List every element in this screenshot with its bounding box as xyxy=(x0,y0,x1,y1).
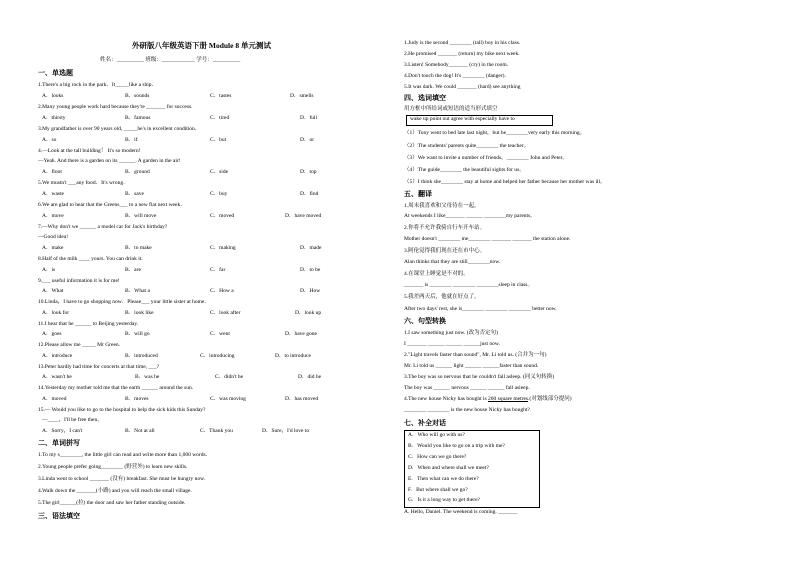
q4-option-b: B．ground xyxy=(125,169,150,175)
spelling-2: 2.Young people prefer going________ (野营外) to learn new skills. xyxy=(38,464,188,470)
dialog-option-e-text: Then what can we do there? xyxy=(416,476,479,482)
q8-option-b: B．are xyxy=(125,267,141,273)
q13-option-b: B．was he xyxy=(135,374,160,380)
q10-option-a: A．look for xyxy=(42,310,70,316)
grammar-2: 2.He promised _______ (return) my bike next week. xyxy=(404,51,520,57)
q1-option-c: C．tastes xyxy=(210,93,232,99)
translate-3-en: Alan thinks that they are still________now. xyxy=(404,259,501,265)
q3-option-d: D．or xyxy=(300,137,315,143)
convert-4-answer: ________ ________ is the new house Nicky has bought? xyxy=(404,407,530,413)
q6-option-c: C．moved xyxy=(210,213,235,219)
q5-option-c: C．buy xyxy=(210,191,228,197)
word-bank: wake up point out agree with especially have to xyxy=(410,116,515,122)
section-4-instruction: 用方框中所给词或短语的适当形式填空 xyxy=(404,106,498,112)
dialog-option-g-text: Is it a long way to get there? xyxy=(417,497,480,503)
q13-option-c: C．didn't he xyxy=(215,374,244,380)
section-7-title: 七、补全对话 xyxy=(404,420,446,427)
dialog-option-c-letter: C. xyxy=(408,454,414,460)
q14-option-c: C．was moving xyxy=(210,396,246,402)
spelling-4: 4.Walk down the _______(小路) and you will reach the small village. xyxy=(38,488,192,494)
q13-option-a: A．wasn't he xyxy=(42,374,72,380)
translate-4-en: _______ is ________ ________ ________sleep in class。 xyxy=(404,282,533,288)
q10-option-b: B．look like xyxy=(125,310,154,316)
q7-option-b: B．to make xyxy=(125,245,152,251)
grammar-3: 3.Listen! Somebody_______ (cry) in the room. xyxy=(404,62,509,68)
q10-option-d: D．look up xyxy=(295,310,322,316)
dialog-option-f-text: But where shall we go? xyxy=(416,487,468,493)
question-2: 2.Many young people work hard because they're _______ for success. xyxy=(38,104,193,110)
dialog-option-b xyxy=(408,443,505,450)
q11-option-b: B．will go xyxy=(125,331,150,337)
student-info-line: 姓名：__________ 班级：____________ 学号：__________ xyxy=(100,57,241,63)
question-9: 9.___ useful information it is for me! xyxy=(38,278,120,284)
q14-option-d: D．has moved xyxy=(285,396,319,402)
q11-option-d: D．have gone xyxy=(285,331,317,337)
convert-3-answer: The boy was ______ nervous ______ ______ fall asleep. xyxy=(404,385,530,391)
question-10: 10.Linda，I have to go shopping now．Please___ your little sister at home． xyxy=(38,299,210,305)
q14-option-a: A．moved xyxy=(42,396,67,402)
question-3: 3.My grandfather is over 90 years old, _____he's in excellent condition． xyxy=(38,126,201,132)
question-5: 5.We mustn't ___any food．It's wrong． xyxy=(38,180,129,186)
q7-option-c: C．making xyxy=(210,245,236,251)
q4-option-a: A．floor xyxy=(42,169,63,175)
section-1-title: 一、单选题 xyxy=(38,70,73,77)
dialog-option-d xyxy=(408,465,489,472)
fill-4: （4）The guide________ the beautiful sights for us。 xyxy=(404,167,525,173)
q3-option-b: B．if xyxy=(125,137,138,143)
translate-3-cn: 3.阿伦觉得我们现在还在市中心。 xyxy=(404,248,486,254)
dialog-option-b-text: Would you like to go on a trip with me? xyxy=(417,443,505,449)
question-1: 1.There's a big rock in the park．It_____like a ship． xyxy=(38,82,158,88)
grammar-1: 1.Judy is the second ________ (tall) boy in his class. xyxy=(404,40,521,46)
q11-option-c: C．went xyxy=(210,331,230,337)
q11-option-a: A．goes xyxy=(42,331,62,337)
q9-option-a: A．What xyxy=(42,288,64,294)
q2-option-c: C．tired xyxy=(210,115,230,121)
q2-option-b: B．famous xyxy=(125,115,151,121)
q6-option-b: B．will move xyxy=(125,213,157,219)
translate-5-cn: 5.我差两天后，他就在好点了。 xyxy=(404,294,480,300)
q14-option-b: B．moves xyxy=(125,396,149,402)
q3-option-a: A．so xyxy=(42,137,57,143)
spelling-3: 3.Linda went to school _______ (没有) breakfast. She must be hungry now. xyxy=(38,476,206,482)
q5-option-a: A．waste xyxy=(42,191,64,197)
translate-4-cn: 4.在课堂上睡觉是不对的。 xyxy=(404,271,469,277)
q9-option-b: B．What a xyxy=(125,288,150,294)
translate-2-en: Mother doesn't ________ me________ _______ _______ the station alone. xyxy=(404,236,571,242)
question-11: 11.I hear that he ______ to Beijing yesterday. xyxy=(38,321,139,327)
q1-option-a: A．looks xyxy=(42,93,64,99)
dialog-options-box xyxy=(404,430,540,508)
question-4-line2: —Yeah. And there is a garden on its ______. A garden in the air! xyxy=(38,158,181,164)
dialog-option-f xyxy=(408,487,468,494)
q15-option-c: C．Thank you xyxy=(200,428,233,434)
exam-title: 外研版八年级英语下册 Module 8 单元测试 xyxy=(132,41,271,50)
convert-2-answer: Mr. Li told us ______ light ______ ______faster than sound. xyxy=(404,363,539,369)
fill-1: （1）Tony went to bed late last night，but he________very early this morning。 xyxy=(404,130,586,136)
fill-5: （5）I think she________ stay at home and helped her father because her mother was ill。 xyxy=(404,179,606,185)
dialog-option-b-letter: B. xyxy=(408,443,414,449)
q4-option-c: C．side xyxy=(210,169,229,175)
q1-option-b: B．sounds xyxy=(125,93,150,99)
translate-1-cn: 1.周末我喜欢和父母待在一起。 xyxy=(404,203,480,209)
dialog-option-a xyxy=(408,432,465,439)
q3-option-c: C．but xyxy=(210,137,227,143)
fill-3: （3）We want to invite a number of friends，________ John and Peter。 xyxy=(404,155,568,161)
grammar-5: 5.It was dark. We could _______ (hard) see anything xyxy=(404,84,521,90)
convert-4-suffix: .(对划线部分提问) xyxy=(528,396,572,402)
q7-option-a: A．make xyxy=(42,245,64,251)
q15-option-b: B．Not at all xyxy=(125,428,155,434)
convert-4-prefix: 4.The new house Nicky has bought is xyxy=(404,396,487,402)
question-12: 12.Please allow me _____ Mr Green. xyxy=(38,342,121,348)
question-4: 4.—Look at the tall building！ It's so modern! xyxy=(38,148,141,154)
convert-1-answer: I _______ ______ ______ ______just now. xyxy=(404,341,500,347)
question-7: 7.—Why don't we ______ a model car for Jack's birthday? xyxy=(38,224,168,230)
convert-4-underlined: 260 square metres xyxy=(488,396,529,402)
q5-option-d: D．find xyxy=(300,191,319,197)
q15-option-d: D．Sure，I'd love to xyxy=(262,428,310,434)
q10-option-c: C．look after xyxy=(210,310,241,316)
grammar-4: 4.Don't touch the dog! It's ________ (danger). xyxy=(404,73,506,79)
dialog-option-a-text: Who will go with us? xyxy=(417,432,465,438)
q4-option-d: D．top xyxy=(300,169,317,175)
q6-option-a: A．move xyxy=(42,213,64,219)
translate-5-en: After two days' rest, she is________ ________ ________ better now. xyxy=(404,306,557,312)
dialog-option-c xyxy=(408,454,466,461)
spelling-5: 5.The girl______(拉) the door and saw her father standing outside. xyxy=(38,500,186,506)
dialog-option-a-letter: A. xyxy=(408,432,414,438)
q9-option-c: C．How a xyxy=(210,288,234,294)
q6-option-d: D．have moved xyxy=(285,213,322,219)
question-7-line2: —Good idea! xyxy=(38,234,69,240)
question-6: 6.We are glad to hear that the Greens___ to a new flat next week． xyxy=(38,202,186,208)
q5-option-b: B．save xyxy=(125,191,144,197)
section-4-title: 四、选词填空 xyxy=(404,95,446,102)
q8-option-c: C．far xyxy=(210,267,226,273)
dialog-option-d-text: When and where shall we meet? xyxy=(417,465,489,471)
dialog-option-g xyxy=(408,497,480,504)
question-8: 8.Half of the milk ____ yours. You can drink it. xyxy=(38,256,143,262)
q12-option-a: A．introduce xyxy=(42,353,73,359)
section-2-title: 二、单词拼写 xyxy=(38,440,80,447)
convert-1: 1.I saw something just now. (改为否定句) xyxy=(404,330,498,336)
dialog-option-f-letter: F. xyxy=(408,487,412,493)
question-13: 13.Peter hardly had time for concerts at that time, ___? xyxy=(38,364,160,370)
q8-option-d: D．to be xyxy=(300,267,321,273)
section-6-title: 六、句型转换 xyxy=(404,318,446,325)
question-15: 15.— Would you like to go to the hospital to help the sick kids this Sunday? xyxy=(38,407,206,413)
q7-option-d: D．made xyxy=(300,245,322,251)
dialog-option-e-letter: E. xyxy=(408,476,413,482)
q2-option-a: A．thirsty xyxy=(42,115,66,121)
q9-option-d: D．How xyxy=(300,288,321,294)
question-14: 14.Yesterday my mother told me that the earth ______ around the sun. xyxy=(38,385,194,391)
q12-option-c: C．introducing xyxy=(200,353,235,359)
q12-option-b: B．introduced xyxy=(125,353,158,359)
q12-option-d: D．to introduce xyxy=(275,353,311,359)
q13-option-d: D．did he xyxy=(298,374,322,380)
translate-1-en: At weekends I like_______ ______ ________my parents。 xyxy=(404,213,536,219)
question-15-line2: —____，I'll be free then。 xyxy=(42,417,103,423)
fill-2: （2）The students' parents quite________ the teacher。 xyxy=(404,143,530,149)
convert-2: 2."Light travels faster than sound", Mr. Li told us. (合并为一句) xyxy=(404,352,547,358)
section-3-title: 三、语法填空 xyxy=(38,513,80,520)
dialog-option-c-text: How can we go there? xyxy=(417,454,467,460)
q2-option-d: D．full xyxy=(300,115,318,121)
dialog-option-d-letter: D. xyxy=(408,465,414,471)
q15-option-a: A．Sorry，I can't xyxy=(42,428,83,434)
dialog-option-g-letter: G. xyxy=(408,497,414,503)
dialog-option-e xyxy=(408,476,479,483)
q8-option-a: A．is xyxy=(42,267,56,273)
convert-4 xyxy=(404,396,572,403)
dialog-first-line: A. Hello, Daniel. The weekend is coming. _______ xyxy=(404,509,518,515)
spelling-1: 1.To my s________, the little girl can read and write more than 1,000 words. xyxy=(38,452,208,458)
section-5-title: 五、翻译 xyxy=(404,191,432,198)
translate-2-cn: 2.你将不允许我骑自行车开车站。 xyxy=(404,225,486,231)
q1-option-d: D．smells xyxy=(290,93,314,99)
convert-3: 3.The boy was so nervous that he couldn't fall asleep. (同义句转换) xyxy=(404,374,555,380)
